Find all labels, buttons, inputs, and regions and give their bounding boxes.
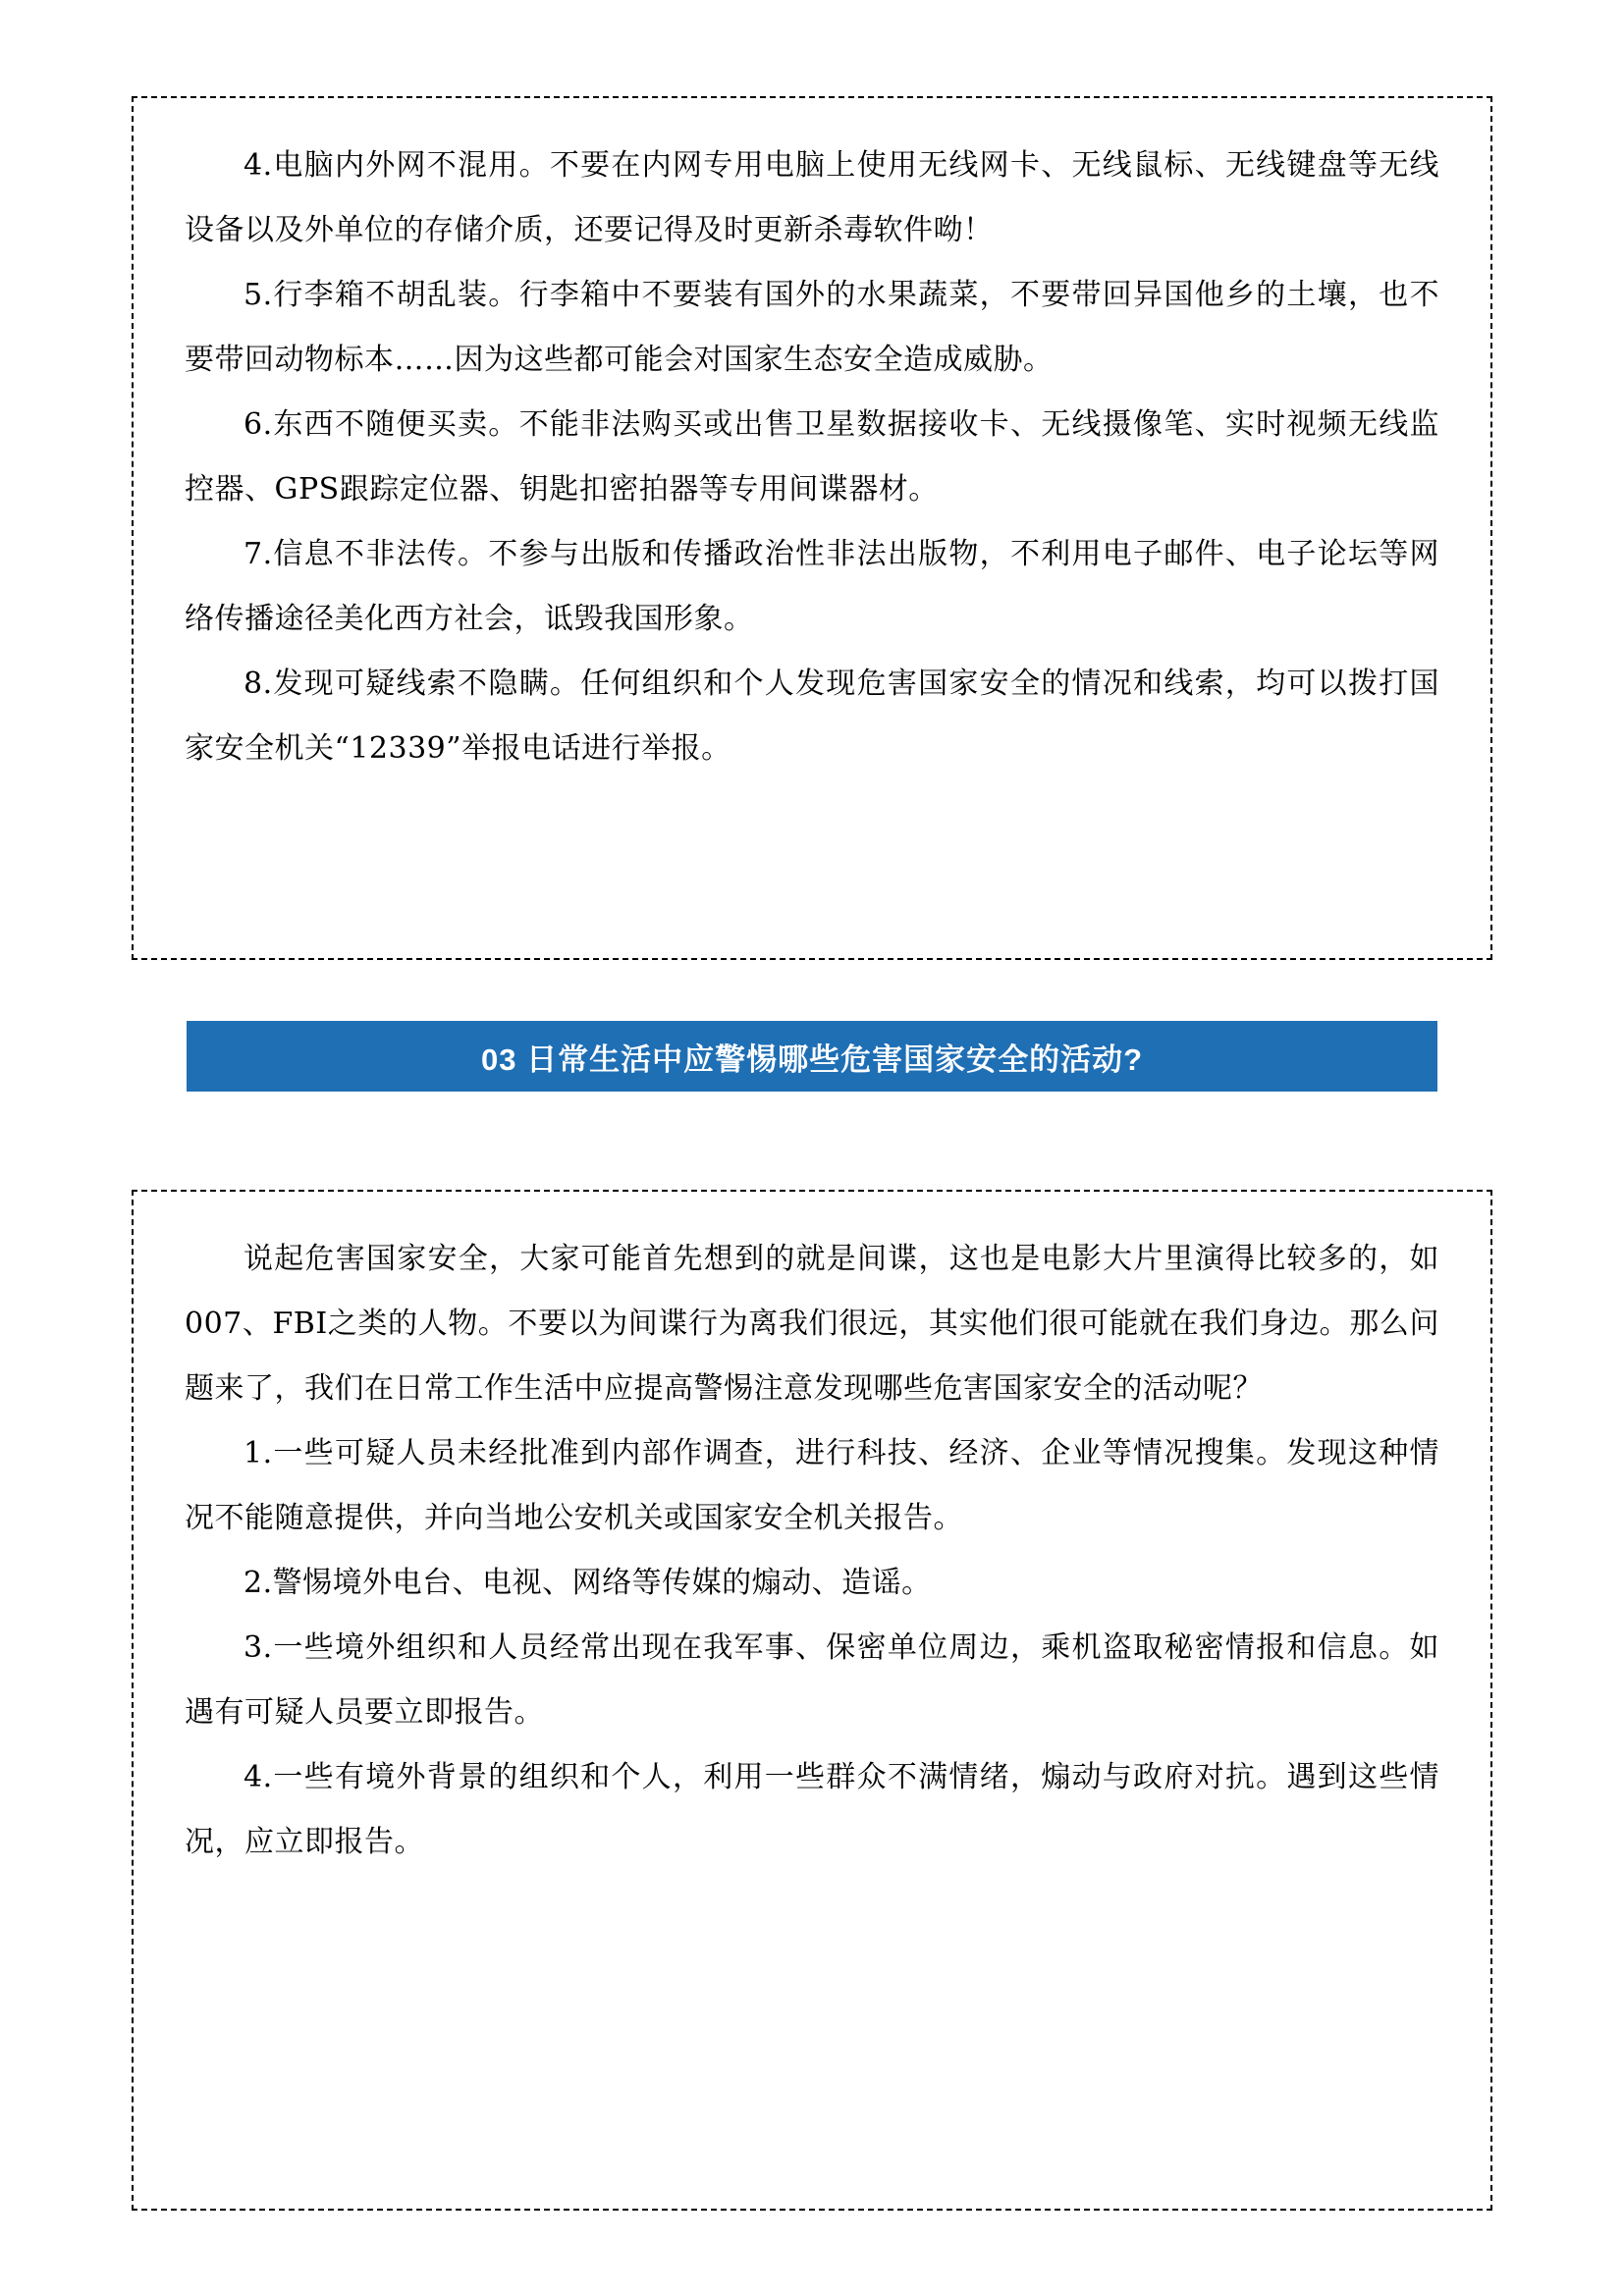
top-content-box	[132, 96, 1492, 960]
paragraph-item-6: 6.东西不随便买卖。不能非法购买或出售卫星数据接收卡、无线摄像笔、实时视频无线监控器、GPS跟踪定位器、钥匙扣密拍器等专用间谍器材。	[185, 407, 1439, 507]
paragraph-item-4: 4.电脑内外网不混用。不要在内网专用电脑上使用无线网卡、无线鼠标、无线键盘等无线设备以及外单位的存储介质，还要记得及时更新杀毒软件呦！	[185, 148, 1439, 247]
section-heading-text: 03 日常生活中应警惕哪些危害国家安全的活动?	[480, 1041, 1144, 1077]
paragraph-activity-1: 1.一些可疑人员未经批准到内部作调查，进行科技、经济、企业等情况搜集。发现这种情况不能随意提供，并向当地公安机关或国家安全机关报告。	[185, 1436, 1439, 1535]
paragraph-item-8: 8.发现可疑线索不隐瞒。任何组织和个人发现危害国家安全的情况和线索，均可以拨打国家安全机关“12339”举报电话进行举报。	[185, 667, 1439, 766]
paragraph-intro: 说起危害国家安全，大家可能首先想到的就是间谍，这也是电影大片里演得比较多的，如007、FBI之类的人物。不要以为间谍行为离我们很远，其实他们很可能就在我们身边。那么问题来了，我们在日常工作生活中应提高警惕注意发现哪些危害国家安全的活动呢？	[185, 1242, 1439, 1406]
paragraph-activity-3: 3.一些境外组织和人员经常出现在我军事、保密单位周边，乘机盗取秘密情报和信息。如遇有可疑人员要立即报告。	[185, 1630, 1439, 1730]
paragraph-item-5: 5.行李箱不胡乱装。行李箱中不要装有国外的水果蔬菜，不要带回异国他乡的土壤，也不要带回动物标本……因为这些都可能会对国家生态安全造成威胁。	[185, 278, 1439, 377]
section-heading-banner	[187, 1021, 1437, 1092]
paragraph-item-7: 7.信息不非法传。不参与出版和传播政治性非法出版物，不利用电子邮件、电子论坛等网络传播途径美化西方社会，诋毁我国形象。	[185, 537, 1439, 636]
bottom-content-box	[132, 1190, 1492, 2211]
paragraph-activity-4: 4.一些有境外背景的组织和个人，利用一些群众不满情绪，煽动与政府对抗。遇到这些情况，应立即报告。	[185, 1760, 1439, 1859]
paragraph-activity-2: 2.警惕境外电台、电视、网络等传媒的煽动、造谣。	[244, 1566, 932, 1600]
